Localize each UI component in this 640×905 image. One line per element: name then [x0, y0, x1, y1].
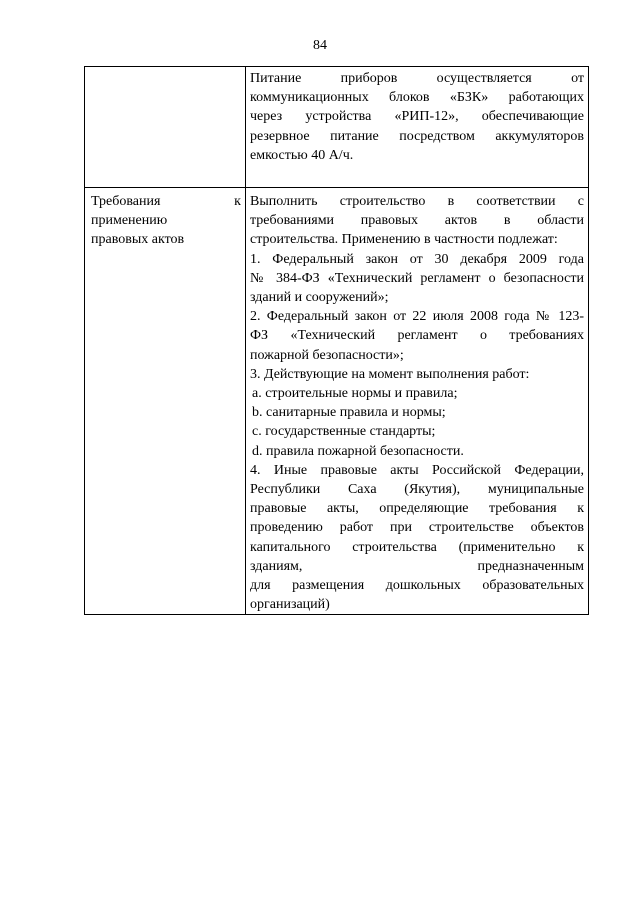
table-row	[85, 67, 589, 188]
text-line: b. санитарные правила и нормы;	[252, 405, 446, 421]
text-line: Питание приборов осуществляется от	[250, 71, 584, 86]
text-line: Выполнить строительство в соответствии с	[250, 194, 584, 209]
row2-text-cell	[246, 188, 589, 615]
text-line: 1. Федеральный закон от 30 декабря 2009 года	[250, 251, 584, 267]
text-line: 4. Иные правовые акты Российской Федерации,	[250, 462, 584, 478]
text-line: ФЗ «Технический регламент о требованиях	[250, 328, 584, 344]
row1-text-cell	[246, 67, 589, 188]
text-line: d. правила пожарной безопасности.	[252, 443, 464, 459]
text-line: пожарной безопасности»;	[250, 347, 404, 363]
text-line: строительства. Применению в частности подлежат:	[250, 232, 558, 248]
page-number: 84	[313, 38, 327, 53]
text-line: коммуникационных блоков «БЗК» работающих	[250, 90, 584, 106]
text-line: Республики Саха (Якутия), муниципальные	[250, 482, 584, 498]
row2-label-cell	[85, 188, 246, 615]
row1-label-cell	[85, 67, 246, 188]
text-line: a. строительные нормы и правила;	[252, 386, 458, 402]
table-row	[85, 188, 589, 615]
text-line: c. государственные стандарты;	[252, 424, 436, 440]
text-line: требованиями правовых актов в области	[250, 213, 584, 229]
text-line: для размещения дошкольных образовательных	[250, 578, 584, 594]
text-line: капитального строительства (применительно к	[250, 539, 584, 555]
text-line: применению	[91, 213, 168, 229]
requirements-table	[84, 66, 589, 615]
text-line: через устройства «РИП-12», обеспечивающие	[250, 109, 584, 125]
text-line: 2. Федеральный закон от 22 июля 2008 года № 123-	[250, 309, 584, 325]
text-line: емкостью 40 А/ч.	[250, 147, 354, 163]
text-line: зданий и сооружений»;	[250, 290, 389, 306]
text-line: правовые акты, определяющие требования к	[250, 501, 584, 517]
text-line: проведению работ при строительстве объектов	[250, 520, 584, 536]
text-line: Требования к	[91, 194, 241, 209]
text-line: № 384-ФЗ «Технический регламент о безопасности	[250, 270, 584, 286]
text-line: 3. Действующие на момент выполнения работ:	[250, 366, 530, 382]
text-line: правовых актов	[91, 232, 185, 248]
text-line: зданиям, предназначенным	[250, 558, 584, 574]
text-line: резервное питание посредством аккумуляторов	[250, 128, 584, 144]
text-line: организаций)	[250, 597, 330, 613]
